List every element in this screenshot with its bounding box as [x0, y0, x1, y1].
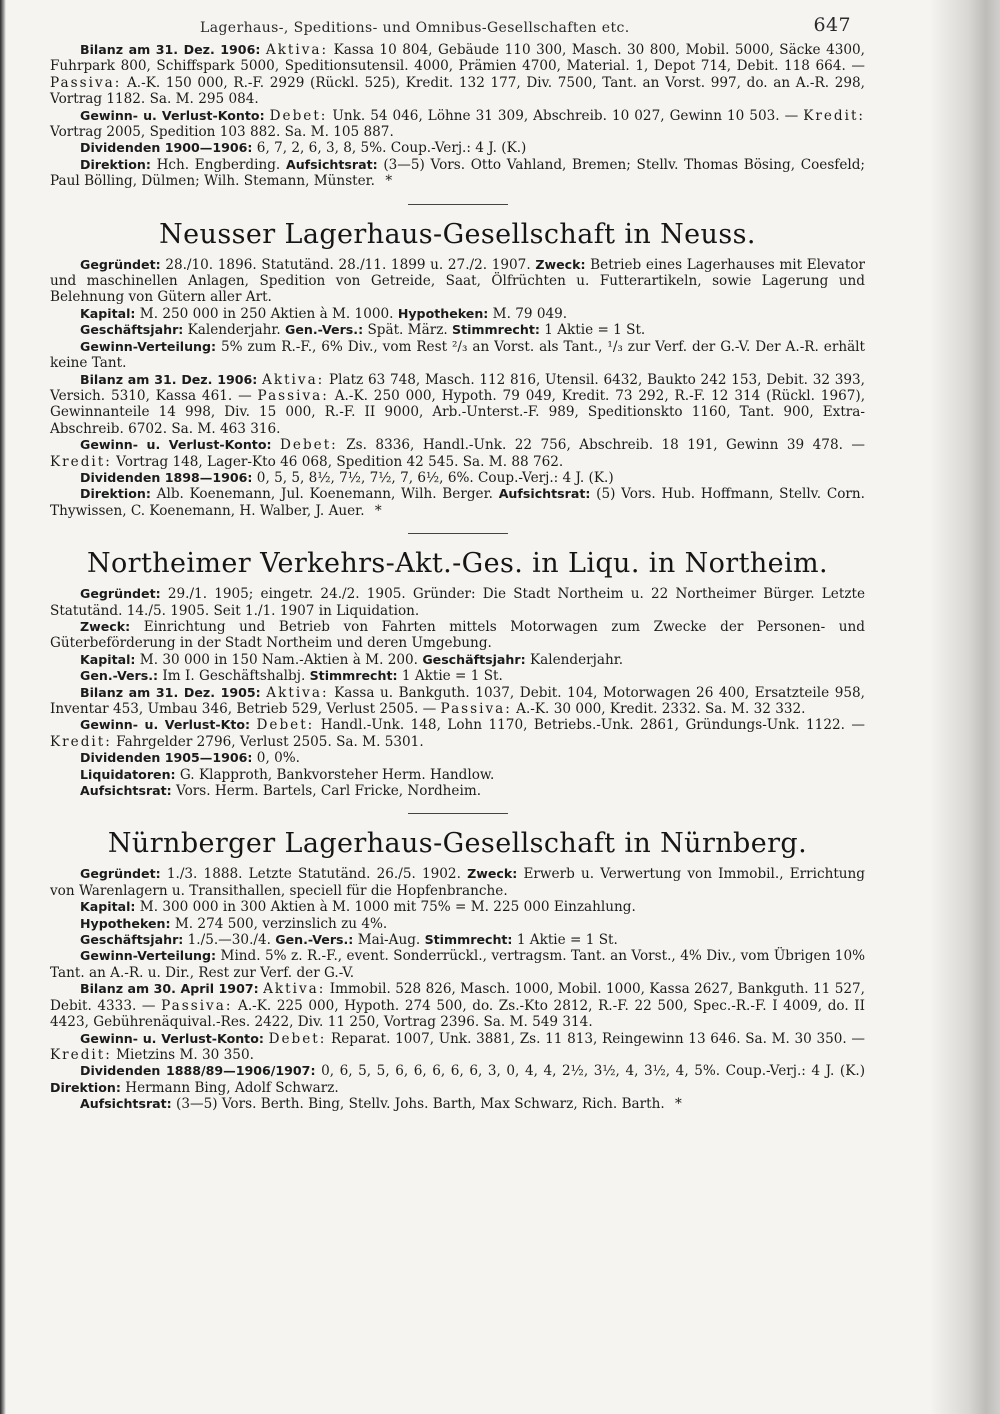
- direktion-text: Hermann Bing, Adolf Schwarz.: [125, 1079, 339, 1096]
- bilanz-paragraph: [50, 372, 865, 438]
- debet-label: Debet:: [268, 1030, 327, 1047]
- company-heading: Neusser Lagerhaus-Gesellschaft in Neuss.: [159, 218, 756, 250]
- geschaeftsjahr-text: Kalenderjahr.: [529, 651, 624, 668]
- dividenden-label: Dividenden 1905—1906:: [80, 750, 253, 766]
- aktiva-text: Kassa 10 804, Gebäude 110 300, Masch. 30 800, Mobil. 5000, Säcke 4300, Fuhrpark 800, Schiffspark 5000, Speditionsutensil. 4000, Prämien 4700, Material. 1, Depot 714, Debit. 118 664. —: [50, 42, 865, 75]
- kredit-label: Kredit:: [50, 453, 112, 470]
- kapital-text: M. 30 000 in 150 Nam.-Aktien à M. 200.: [139, 651, 418, 668]
- liquidatoren-paragraph: [50, 767, 865, 783]
- guv-label: Gewinn- u. Verlust-Konto:: [80, 1030, 264, 1046]
- debet-label: Debet:: [269, 107, 328, 124]
- zweck-text: Betrieb eines Lagerhauses mit Elevator und maschinellen Anlagen, Spedition von Getreide, Saat, Ölfrüchten u. Futterartikeln, sowie Lagerung und Belehnung von Gütern aller Art.: [50, 256, 865, 306]
- zweck-label: Zweck:: [467, 866, 518, 882]
- running-head-title: Lagerhaus-, Speditions- und Omnibus-Gesellschaften etc.: [200, 20, 630, 36]
- scan-edge-right: [930, 0, 1000, 1414]
- guv-paragraph: [50, 437, 865, 470]
- kapital-paragraph: [50, 652, 865, 668]
- passiva-label: Passiva:: [50, 74, 122, 91]
- debet-text: Reparat. 1007, Unk. 3881, Zs. 11 813, Reingewinn 13 646. Sa. M. 30 350. —: [330, 1030, 865, 1047]
- gen-vers-text: Spät. März.: [367, 322, 448, 339]
- gegruendet-label: Gegründet:: [80, 256, 161, 272]
- geschaeftsjahr-text: 1./5.—30./4.: [187, 932, 271, 949]
- debet-label: Debet:: [256, 717, 315, 734]
- zweck-label: Zweck:: [535, 256, 586, 272]
- bilanz-paragraph: [50, 981, 865, 1030]
- section-divider: [408, 813, 508, 814]
- gen-vers-label: Gen.-Vers.:: [275, 932, 354, 948]
- dividenden-label: Dividenden 1900—1906:: [80, 140, 253, 156]
- gewinn-verteilung-label: Gewinn-Verteilung:: [80, 948, 217, 964]
- gen-vers-text: Mai-Aug.: [357, 932, 421, 949]
- kredit-label: Kredit:: [50, 733, 112, 750]
- bilanz-label: Bilanz am 31. Dez. 1906:: [80, 42, 261, 57]
- direktion-paragraph: [50, 486, 865, 519]
- aufsichtsrat-text: (3—5) Vors. Otto Vahland, Bremen; Stellv. Thomas Bösing, Coesfeld; Paul Bölling, Dülmen; Wilh. Stemann, Münster.: [50, 156, 866, 190]
- entry-neusser: [50, 219, 865, 520]
- gen-vers-paragraph: [50, 668, 865, 684]
- entry-star: *: [675, 1096, 682, 1113]
- direktion-label: Direktion:: [80, 486, 151, 502]
- debet-text: Handl.-Unk. 148, Lohn 1170, Betriebs.-Unk. 2861, Gründungs-Unk. 1122. —: [320, 717, 865, 734]
- debet-text: Unk. 54 046, Löhne 31 309, Abschreib. 10 027, Gewinn 10 503. —: [332, 107, 799, 124]
- direktion-paragraph: [50, 157, 865, 190]
- dividenden-text: 0, 0%.: [256, 750, 300, 767]
- passiva-label: Passiva:: [161, 997, 233, 1014]
- aktiva-label: Aktiva:: [265, 42, 329, 58]
- gegruendet-paragraph: [50, 586, 865, 619]
- geschaeftsjahr-paragraph: [50, 322, 865, 338]
- stimmrecht-text: 1 Aktie = 1 St.: [401, 668, 503, 685]
- aufsichtsrat-text: Vors. Herm. Bartels, Carl Fricke, Nordheim.: [176, 783, 482, 800]
- passiva-label: Passiva:: [440, 701, 512, 717]
- bilanz-label: Bilanz am 30. April 1907:: [80, 981, 259, 997]
- gegruendet-label: Gegründet:: [80, 866, 161, 882]
- entry-northeimer: [50, 548, 865, 799]
- kredit-label: Kredit:: [50, 1046, 112, 1063]
- aufsichtsrat-label: Aufsichtsrat:: [498, 486, 591, 502]
- gen-vers-label: Gen.-Vers.:: [285, 322, 364, 338]
- stimmrecht-label: Stimmrecht:: [452, 322, 540, 338]
- kapital-paragraph: [50, 306, 865, 322]
- geschaeftsjahr-label: Geschäftsjahr:: [80, 322, 184, 338]
- debet-label: Debet:: [280, 437, 338, 454]
- running-head: [50, 8, 865, 42]
- dividenden-label: Dividenden 1888/89—1906/1907:: [80, 1063, 316, 1079]
- guv-label: Gewinn- u. Verlust-Konto:: [80, 437, 272, 453]
- geschaeftsjahr-text: Kalenderjahr.: [187, 322, 281, 339]
- zweck-label: Zweck:: [80, 618, 131, 634]
- liquidatoren-label: Liquidatoren:: [80, 766, 176, 782]
- section-divider: [408, 204, 508, 205]
- dividenden-paragraph: [50, 1063, 865, 1096]
- guv-label: Gewinn- u. Verlust-Kto:: [80, 717, 251, 733]
- entry-star: *: [385, 173, 393, 190]
- dividenden-paragraph: [50, 750, 865, 766]
- dividenden-text: 0, 6, 5, 5, 6, 6, 6, 6, 6, 3, 0, 4, 4, 2½, 3½, 4, 3½, 4, 5%. Coup.-Verj.: 4 J. (K.): [321, 1063, 866, 1080]
- gewinn-verteilung-paragraph: [50, 948, 865, 981]
- aktiva-text: Platz 63 748, Masch. 112 816, Utensil. 6432, Baukto 242 153, Debit. 32 393, Versich. 5310, Kassa 461. —: [50, 371, 865, 404]
- section-divider: [408, 533, 508, 534]
- gewinn-verteilung-text: 5% zum R.-F., 6% Div., vom Rest ²/₃ an Vorst. als Tant., ¹/₃ zur Verf. der G.-V. Der A.-R. erhält keine Tant.: [50, 338, 865, 372]
- dividenden-text: 6, 7, 2, 6, 3, 8, 5%. Coup.-Verj.: 4 J. (K.): [256, 140, 527, 157]
- aktiva-text: Kassa u. Bankguth. 1037, Debit. 104, Motorwagen 26 400, Ersatzteile 958, Inventar 453, Umbau 346, Betrieb 529, Verlust 2505. —: [50, 684, 865, 717]
- kapital-label: Kapital:: [80, 899, 136, 915]
- dividenden-paragraph: [50, 140, 865, 156]
- passiva-text: A.-K. 150 000, R.-F. 2929 (Rückl. 525), Kredit. 132 177, Div. 7500, Tant. an Vorst. 997, do. an A.-R. 298, Vortrag 1182. Sa. M. 295 084.: [50, 74, 865, 108]
- aufsichtsrat-label: Aufsichtsrat:: [285, 156, 378, 172]
- kapital-text: M. 300 000 in 300 Aktien à M. 1000 mit 75% = M. 225 000 Einzahlung.: [139, 899, 636, 916]
- guv-paragraph: [50, 717, 865, 750]
- hypotheken-label: Hypotheken:: [80, 915, 171, 931]
- direktion-text: Hch. Engberding.: [156, 156, 281, 173]
- gewinn-verteilung-label: Gewinn-Verteilung:: [80, 338, 217, 354]
- guv-paragraph: [50, 108, 865, 141]
- gen-vers-text: Im I. Geschäftshalbj.: [162, 668, 306, 685]
- stimmrecht-text: 1 Aktie = 1 St.: [544, 322, 646, 339]
- aufsichtsrat-label: Aufsichtsrat:: [80, 1096, 172, 1112]
- gegruendet-label: Gegründet:: [80, 586, 161, 602]
- company-heading: Northeimer Verkehrs-Akt.-Ges. in Liqu. in Northeim.: [86, 548, 829, 580]
- passiva-text: A.-K. 225 000, Hypoth. 274 500, do. Zs.-Kto 2812, R.-F. 22 500, Spec.-R.-F. I 4009, do. II 4423, Gebührenäquival.-Res. 2422, Div. 11 250, Vortrag 2396. Sa. M. 549 314.: [50, 997, 865, 1031]
- hypotheken-text: M. 79 049.: [492, 305, 568, 322]
- scan-edge-left: [0, 0, 6, 1414]
- zweck-text: Erwerb u. Verwertung von Immobil., Errichtung von Warenlagern u. Transithallen, speciell für die Hopfenbranche.: [50, 866, 866, 899]
- dividenden-text: 0, 5, 5, 8½, 7½, 7½, 7, 6½, 6%. Coup.-Verj.: 4 J. (K.): [256, 469, 614, 486]
- zweck-paragraph: [50, 619, 865, 652]
- hypotheken-text: M. 274 500, verzinslich zu 4%.: [174, 915, 388, 932]
- gen-vers-label: Gen.-Vers.:: [80, 668, 159, 684]
- kredit-text: Vortrag 148, Lager-Kto 46 068, Spedition 42 545. Sa. M. 88 762.: [116, 453, 564, 470]
- gegruendet-paragraph: [50, 257, 865, 306]
- direktion-label: Direktion:: [50, 1079, 121, 1095]
- gewinn-verteilung-text: Mind. 5% z. R.-F., event. Sonderrückl., vertragsm. Tant. an Vorst., 4% Div., vom Übrigen 10% Tant. an A.-R. u. Dir., Rest zur Verf. der G.-V.: [50, 948, 866, 981]
- company-heading: Nürnberger Lagerhaus-Gesellschaft in Nürnberg.: [107, 828, 808, 860]
- aufsichtsrat-label: Aufsichtsrat:: [80, 783, 172, 799]
- kapital-paragraph: [50, 899, 865, 915]
- aktiva-label: Aktiva:: [263, 981, 326, 998]
- geschaeftsjahr-label: Geschäftsjahr:: [80, 932, 184, 948]
- hypotheken-label: Hypotheken:: [397, 305, 489, 321]
- bilanz-label: Bilanz am 31. Dez. 1906:: [80, 371, 258, 387]
- stimmrecht-label: Stimmrecht:: [424, 932, 513, 948]
- kapital-label: Kapital:: [80, 651, 136, 667]
- entry-nuernberger: [50, 828, 865, 1112]
- aktiva-label: Aktiva:: [262, 371, 325, 388]
- entry-star: *: [374, 502, 382, 519]
- gegruendet-text: 28./10. 1896. Statutänd. 28./11. 1899 u. 27./2. 1907.: [165, 256, 531, 273]
- kredit-text: Mietzins M. 30 350.: [116, 1046, 254, 1063]
- kredit-text: Fahrgelder 2796, Verlust 2505. Sa. M. 5301.: [116, 733, 424, 750]
- kredit-text: Vortrag 2005, Spedition 103 882. Sa. M. 105 887.: [50, 124, 394, 141]
- direktion-text: Alb. Koenemann, Jul. Koenemann, Wilh. Berger.: [156, 486, 493, 503]
- geschaeftsjahr-paragraph: [50, 932, 865, 948]
- zweck-text: Einrichtung und Betrieb von Fahrten mittels Motorwagen zum Zwecke der Personen- und Güterbeförderung in der Stadt Northeim und deren Umgebung.: [50, 618, 865, 652]
- kapital-label: Kapital:: [80, 305, 136, 321]
- liquidatoren-text: G. Klapproth, Bankvorsteher Herm. Handlow.: [179, 766, 495, 783]
- bilanz-paragraph: [50, 685, 865, 718]
- aufsichtsrat-text: (3—5) Vors. Berth. Bing, Stellv. Johs. Barth, Max Schwarz, Rich. Barth.: [176, 1096, 665, 1113]
- passiva-label: Passiva:: [257, 387, 329, 404]
- stimmrecht-label: Stimmrecht:: [309, 668, 398, 684]
- stimmrecht-text: 1 Aktie = 1 St.: [516, 932, 618, 949]
- gegruendet-text: 1./3. 1888. Letzte Statutänd. 26./5. 1902.: [166, 866, 461, 883]
- aufsichtsrat-paragraph: [50, 1096, 865, 1112]
- dividenden-label: Dividenden 1898—1906:: [80, 469, 253, 485]
- geschaeftsjahr-label: Geschäftsjahr:: [422, 651, 526, 667]
- bilanz-label: Bilanz am 31. Dez. 1905:: [80, 684, 261, 700]
- gewinn-verteilung-paragraph: [50, 339, 865, 372]
- page-number: 647: [813, 14, 851, 36]
- debet-text: Zs. 8336, Handl.-Unk. 22 756, Abschreib. 18 191, Gewinn 39 478. —: [346, 437, 865, 454]
- kredit-label: Kredit:: [803, 107, 866, 124]
- guv-label: Gewinn- u. Verlust-Konto:: [80, 107, 265, 123]
- kapital-text: M. 250 000 in 250 Aktien à M. 1000.: [139, 305, 394, 322]
- page-content: [50, 8, 865, 1113]
- gegruendet-paragraph: [50, 866, 865, 899]
- aktiva-label: Aktiva:: [266, 684, 329, 701]
- aufsichtsrat-paragraph: [50, 783, 865, 799]
- guv-paragraph: [50, 1031, 865, 1064]
- hypotheken-paragraph: [50, 916, 865, 932]
- aktiva-text: Immobil. 528 826, Masch. 1000, Mobil. 1000, Kassa 2627, Bankguth. 11 527, Debit. 4333. —: [50, 981, 865, 1014]
- passiva-text: A.-K. 250 000, Hypoth. 79 049, Kredit. 73 292, R.-F. 12 314 (Rückl. 1967), Gewinnanteile 14 998, Div. 15 000, R.-F. II 9000, Arb.-Unterst.-F. 989, Speditionskto 1160, Tant. 900, Extra-Abschreib. 6702. Sa. M. 463 316.: [50, 387, 866, 437]
- bilanz-paragraph: [50, 42, 865, 108]
- passiva-text: A.-K. 30 000, Kredit. 2332. Sa. M. 32 332.: [516, 701, 806, 717]
- entry-continuation: [50, 42, 865, 190]
- gegruendet-text: 29./1. 1905; eingetr. 24./2. 1905. Gründer: Die Stadt Northeim u. 22 Northeimer Bürger. Letzte Statutänd. 14./5. 1905. Seit 1./1. 1907 in Liquidation.: [50, 586, 865, 619]
- dividenden-paragraph: [50, 470, 865, 486]
- direktion-label: Direktion:: [80, 156, 151, 172]
- aufsichtsrat-text: (5) Vors. Hub. Hoffmann, Stellv. Corn. Thywissen, C. Koenemann, H. Walber, J. Auer.: [50, 486, 865, 519]
